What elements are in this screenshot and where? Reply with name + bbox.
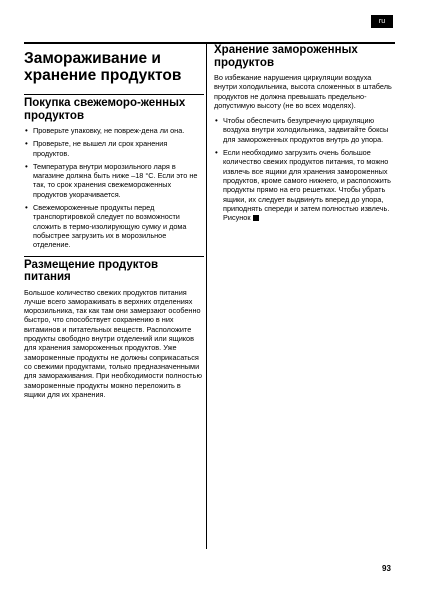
page-number: 93 bbox=[382, 564, 391, 573]
storage-list bbox=[214, 116, 394, 222]
section-heading-buying: Покупка свежеморо-женных продуктов bbox=[24, 94, 204, 122]
list-item: • Проверьте, не вышел ли срок хранения продуктов. bbox=[24, 139, 204, 158]
figure-reference-icon bbox=[253, 215, 259, 221]
page-title: Замораживание и хранение продуктов bbox=[24, 50, 182, 84]
storage-item-text: Если необходимо загрузить очень большое количество свежих продуктов питания, то можно извлечь все ящики для хранения замороженных продуктов, кроме самого нижнего, и расположить продукты прямо на его решетках. Чтобы убрать ящики, их следует выдвинуть вперед до упора, приподнять спереди и затем полностью извлечь. Рисунок bbox=[223, 148, 391, 223]
section-heading-storage: Хранение замороженных продуктов bbox=[214, 44, 358, 69]
language-badge: ru bbox=[371, 15, 393, 28]
column-divider bbox=[206, 44, 207, 549]
list-item: • Проверьте упаковку, не повреж-дена ли она. bbox=[24, 126, 204, 135]
list-item bbox=[214, 148, 394, 222]
left-column bbox=[24, 50, 204, 405]
right-column bbox=[214, 44, 394, 228]
buying-list bbox=[24, 126, 204, 250]
placement-paragraph: Большое количество свежих продуктов питания лучше всего замораживать в верхних отделениях морозильника, так как там они замерзают особенно быстро, что способствует сохранению в них витаминов и питательных веществ. Расположите продукты свободно внутри отделений или ящиков для хранения замороженных продуктов. Уже замороженные продукты не должны соприкасаться со свежими продуктами, только предназначенными для замораживания. При необходимости полностью замороженные продукты можно переложить в ящики для их хранения. bbox=[24, 287, 202, 399]
section-heading-placement: Размещение продуктов питания bbox=[24, 256, 204, 284]
list-item: • Чтобы обеспечить безупречную циркуляцию воздуха внутри холодильника, задвигайте боксы для замороженных продуктов внутрь до упора. bbox=[214, 116, 394, 144]
storage-intro: Во избежание нарушения циркуляции воздуха внутри холодильника, высота сложенных в штабель продуктов не должна превышать предельно-допустимую высоту (не во всех моделях). bbox=[214, 73, 392, 110]
list-item: • Температура внутри морозильного ларя в магазине должна быть ниже –18 °С. Если это не так, то срок хранения свежемороженных продуктов укорачивается. bbox=[24, 162, 204, 199]
list-item: • Свежемороженные продукты перед транспортировкой следует по возможности сложить в термо-изолирующую сумку и дома побыстрее загрузить их в морозильное отделение. bbox=[24, 203, 204, 249]
